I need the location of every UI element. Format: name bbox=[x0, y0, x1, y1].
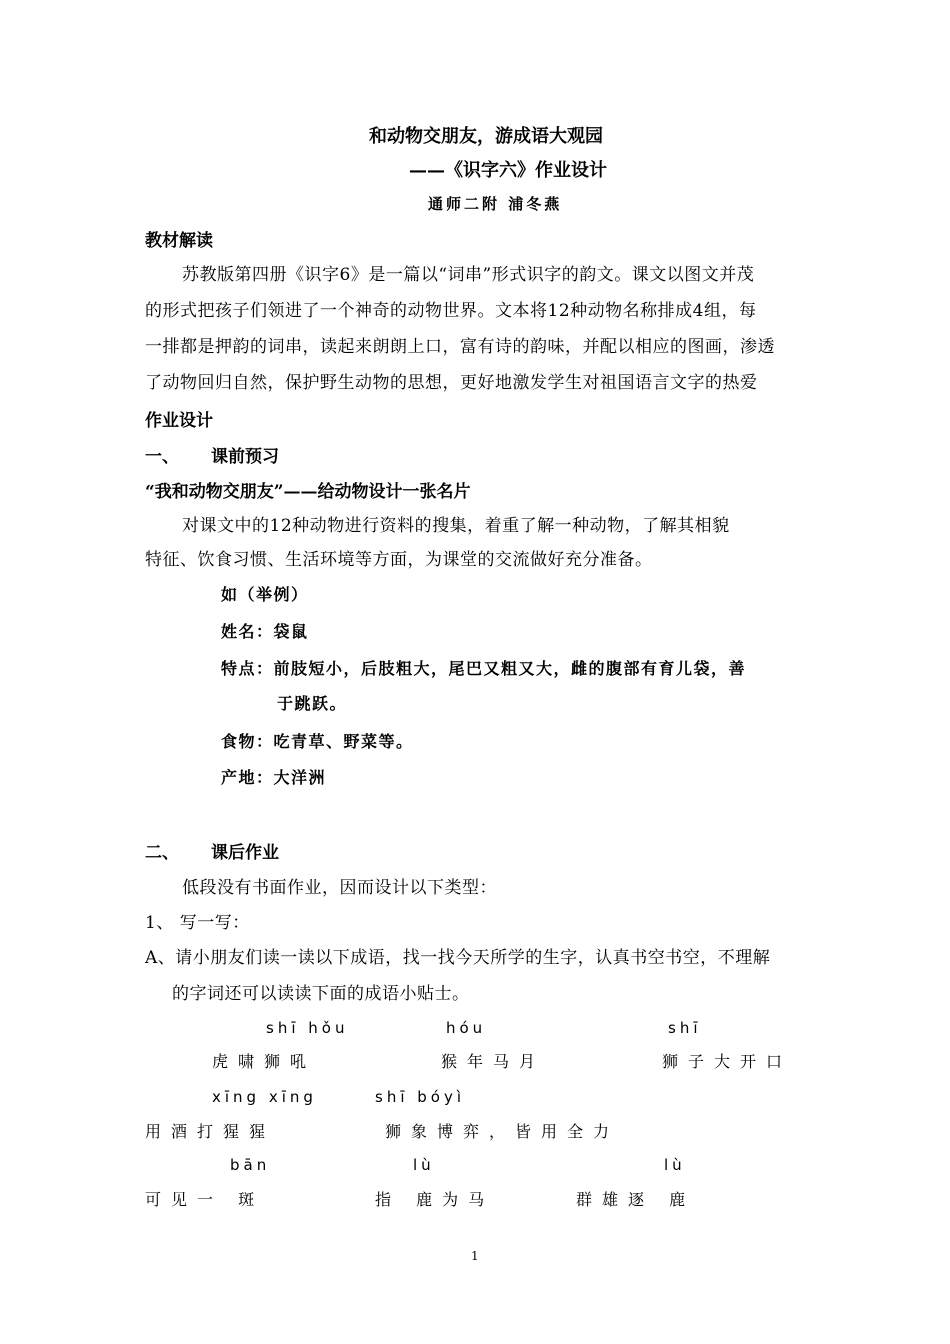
idiom-pinyin: xīng xīng bbox=[212, 1088, 317, 1106]
document-title: 和动物交朋友，游成语大观园 bbox=[369, 126, 603, 147]
paragraph-line: 的形式把孩子们领进了一个神奇的动物世界。文本将12种动物名称排成4组，每 bbox=[145, 301, 757, 321]
page-number: 1 bbox=[471, 1249, 479, 1263]
idiom: 猴年马月 bbox=[441, 1052, 546, 1071]
list-item: A、请小朋友们读一读以下成语，找一找今天所学的生字，认真书空书空，不理解 bbox=[145, 948, 771, 968]
card-food: 食物：吃青草、野菜等。 bbox=[221, 732, 414, 751]
idiom: 指 鹿为马 bbox=[375, 1190, 495, 1209]
paragraph-line: 了动物回归自然，保护野生动物的思想，更好地激发学生对祖国语言文字的热爱 bbox=[145, 373, 758, 393]
idiom: 用酒打猩猩 bbox=[145, 1122, 276, 1141]
idiom-pinyin: hóu bbox=[446, 1019, 487, 1037]
card-origin: 产地：大洋洲 bbox=[221, 768, 327, 787]
idiom: 狮象博弈，皆用全力 bbox=[385, 1122, 620, 1141]
paragraph-line: 苏教版第四册《识字6》是一篇以“词串”形式识字的韵文。课文以图文并茂 bbox=[182, 265, 755, 285]
idiom: 群雄逐 鹿 bbox=[576, 1190, 696, 1209]
part-heading-preview: 课前预习 bbox=[211, 447, 279, 467]
section-heading-homework-design: 作业设计 bbox=[145, 411, 213, 431]
part-subheading: “我和动物交朋友”——给动物设计一张名片 bbox=[145, 482, 471, 502]
idiom: 可见一 斑 bbox=[145, 1190, 265, 1209]
paragraph-line: 一排都是押韵的词串，读起来朗朗上口，富有诗的韵味，并配以相应的图画，渗透 bbox=[145, 337, 775, 357]
document-subtitle: ——《识字六》作业设计 bbox=[409, 160, 607, 181]
card-feature: 特点：前肢短小，后肢粗大，尾巴又粗又大，雌的腹部有育儿袋，善 bbox=[221, 659, 747, 678]
idiom-pinyin: bān bbox=[230, 1156, 271, 1174]
idiom-pinyin: lù bbox=[413, 1156, 435, 1174]
idiom-pinyin: shī bóyì bbox=[375, 1088, 466, 1106]
idiom-pinyin: lù bbox=[664, 1156, 686, 1174]
card-feature-continued: 于跳跃。 bbox=[277, 694, 348, 713]
document-author: 通师二附 浦冬燕 bbox=[428, 195, 563, 213]
list-item: 1、 写一写： bbox=[145, 913, 250, 933]
idiom: 虎啸狮吼 bbox=[212, 1052, 317, 1071]
part-number: 二、 bbox=[145, 843, 179, 863]
card-name: 姓名：袋鼠 bbox=[221, 622, 309, 641]
part-heading-after-class: 课后作业 bbox=[211, 843, 279, 863]
idiom-pinyin: shī bbox=[668, 1019, 702, 1037]
idiom-pinyin: shī hǒu bbox=[266, 1019, 349, 1037]
paragraph-line: 特征、饮食习惯、生活环境等方面，为课堂的交流做好充分准备。 bbox=[145, 550, 653, 570]
idiom: 狮子大开口 bbox=[662, 1052, 793, 1071]
section-heading-textbook-analysis: 教材解读 bbox=[145, 231, 213, 251]
card-example-label: 如（举例） bbox=[221, 585, 309, 604]
paragraph-line: 对课文中的12种动物进行资料的搜集，着重了解一种动物，了解其相貌 bbox=[182, 516, 730, 536]
part-number: 一、 bbox=[145, 447, 179, 467]
paragraph-line: 低段没有书面作业，因而设计以下类型： bbox=[182, 878, 497, 898]
list-item-continued: 的字词还可以读读下面的成语小贴士。 bbox=[172, 984, 470, 1004]
